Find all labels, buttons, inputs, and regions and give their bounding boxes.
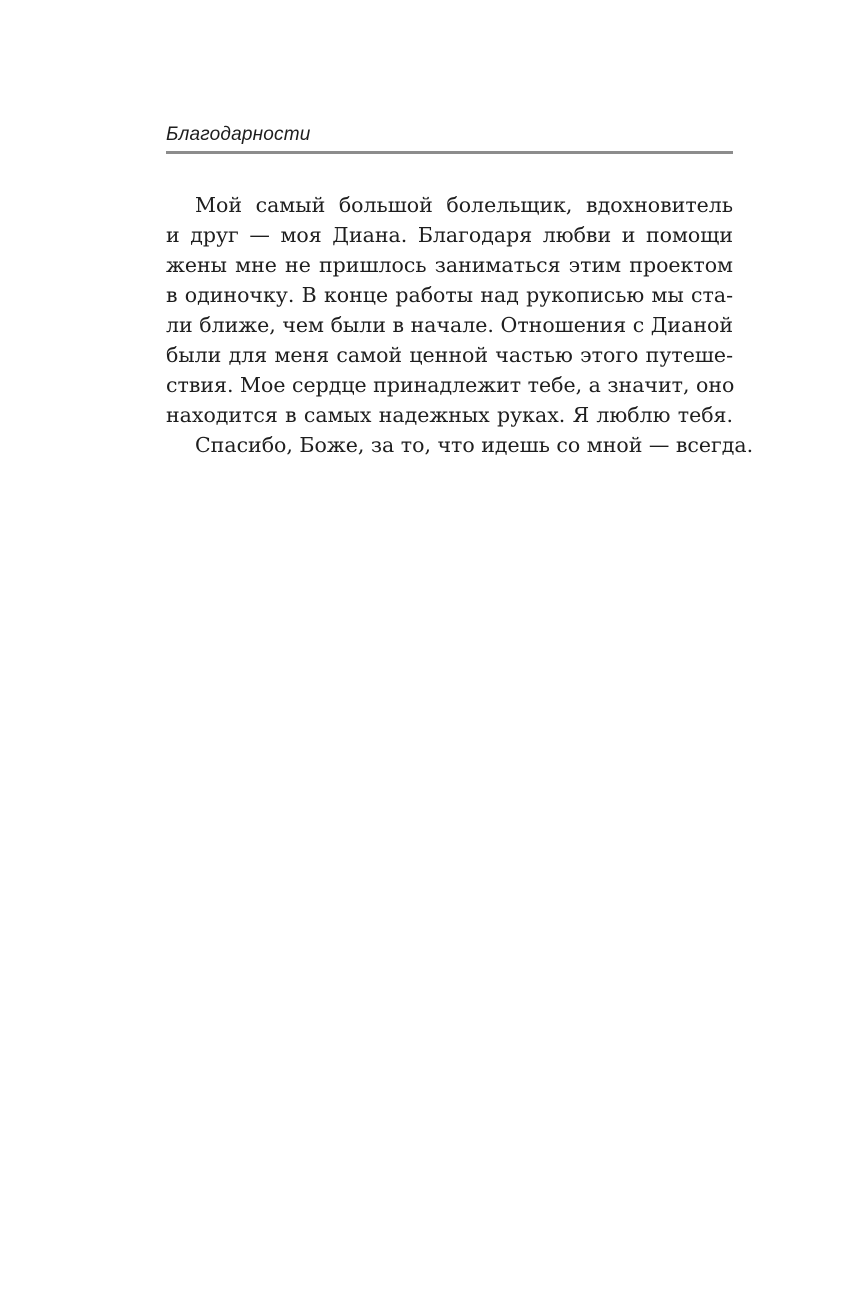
paragraph-1-line-7: ствия. Мое сердце принадлежит тебе, а значит, оно xyxy=(166,373,735,397)
paragraph-1-line-4: в одиночку. В конце работы над рукописью мы ста- xyxy=(166,283,733,307)
acknowledgements-text xyxy=(166,190,754,460)
paragraph-1-line-2: и друг — моя Диана. Благодаря любви и помощи xyxy=(166,223,733,247)
paragraph-1-line-1: Мой самый большой болельщик, вдохновитель xyxy=(195,193,733,217)
running-head-title: Благодарности xyxy=(166,124,311,145)
paragraph-1-line-5: ли ближе, чем были в начале. Отношения с Дианой xyxy=(166,313,733,337)
paragraph-2: Спасибо, Боже, за то, что идешь со мной — всегда. xyxy=(195,433,754,457)
paragraph-1-line-8: находится в самых надежных руках. Я люблю тебя. xyxy=(166,403,733,427)
paragraph-1-line-6: были для меня самой ценной частью этого путеше- xyxy=(166,343,733,367)
header-rule xyxy=(166,151,733,154)
paragraph-1-line-3: жены мне не пришлось заниматься этим проектом xyxy=(166,253,733,277)
